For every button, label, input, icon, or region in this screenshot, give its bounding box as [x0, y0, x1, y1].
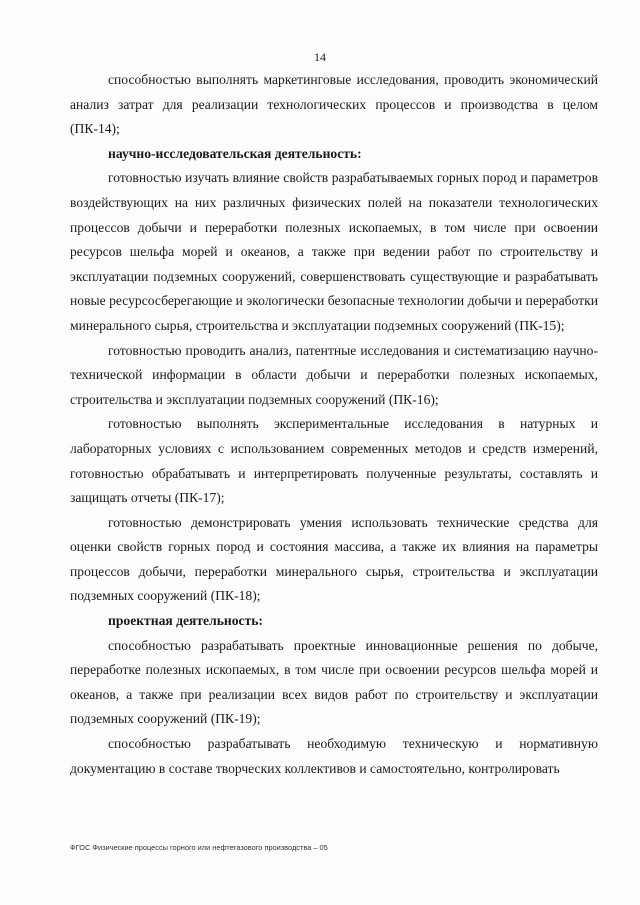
paragraph-pk20-start: способностью разрабатывать необходимую техническую и нормативную документацию в составе творческих коллективов и самостоятельно, контролировать [70, 736, 598, 776]
paragraph-pk14: способностью выполнять маркетинговые исследования, проводить экономический анализ затрат для реализации технологических процессов и производства в целом (ПК-14); [70, 72, 598, 137]
paragraph-pk17: готовностью выполнять экспериментальные исследования в натурных и лабораторных условиях с использованием современных методов и средств измерений, готовностью обрабатывать и интерпретировать полученные результаты, составлять и защищать отчеты (ПК-17); [70, 416, 598, 506]
document-body [70, 68, 598, 781]
section-heading-research: научно-исследовательская деятельность: [108, 145, 362, 161]
paragraph-pk18: готовностью демонстрировать умения использовать технические средства для оценки свойств горных пород и состояния массива, а также их влияния на параметры процессов добычи, переработки минерального сырья, строительства и эксплуатации подземных сооружений (ПК-18); [70, 514, 598, 604]
paragraph-pk19: способностью разрабатывать проектные инновационные решения по добыче, переработке полезных ископаемых, в том числе при освоении ресурсов шельфа морей и океанов, а также при реализации всех видов работ по строительству и эксплуатации подземных сооружений (ПК-19); [70, 637, 598, 727]
section-heading-design: проектная деятельность: [108, 613, 263, 629]
page-number: 14 [314, 50, 326, 64]
paragraph-pk16: готовностью проводить анализ, патентные исследования и систематизацию научно-технической информации в области добычи и переработки полезных ископаемых, строительства и эксплуатации подземных сооружений (ПК-16); [70, 342, 598, 407]
paragraph-pk15: готовностью изучать влияние свойств разрабатываемых горных пород и параметров воздействующих на них различных физических полей на показатели технологических процессов добычи и переработки полезных ископаемых, в том числе при освоении ресурсов шельфа морей и океанов, а также при ведении работ по строительству и эксплуатации подземных сооружений, совершенствовать существующие и разрабатывать новые ресурсосберегающие и экологически безопасные технологии добычи и переработки минерального сырья, строительства и эксплуатации подземных сооружений (ПК-15); [70, 170, 598, 333]
document-footer: ФГОС Физические процессы горного или нефтегазового производства – 05 [70, 843, 328, 852]
